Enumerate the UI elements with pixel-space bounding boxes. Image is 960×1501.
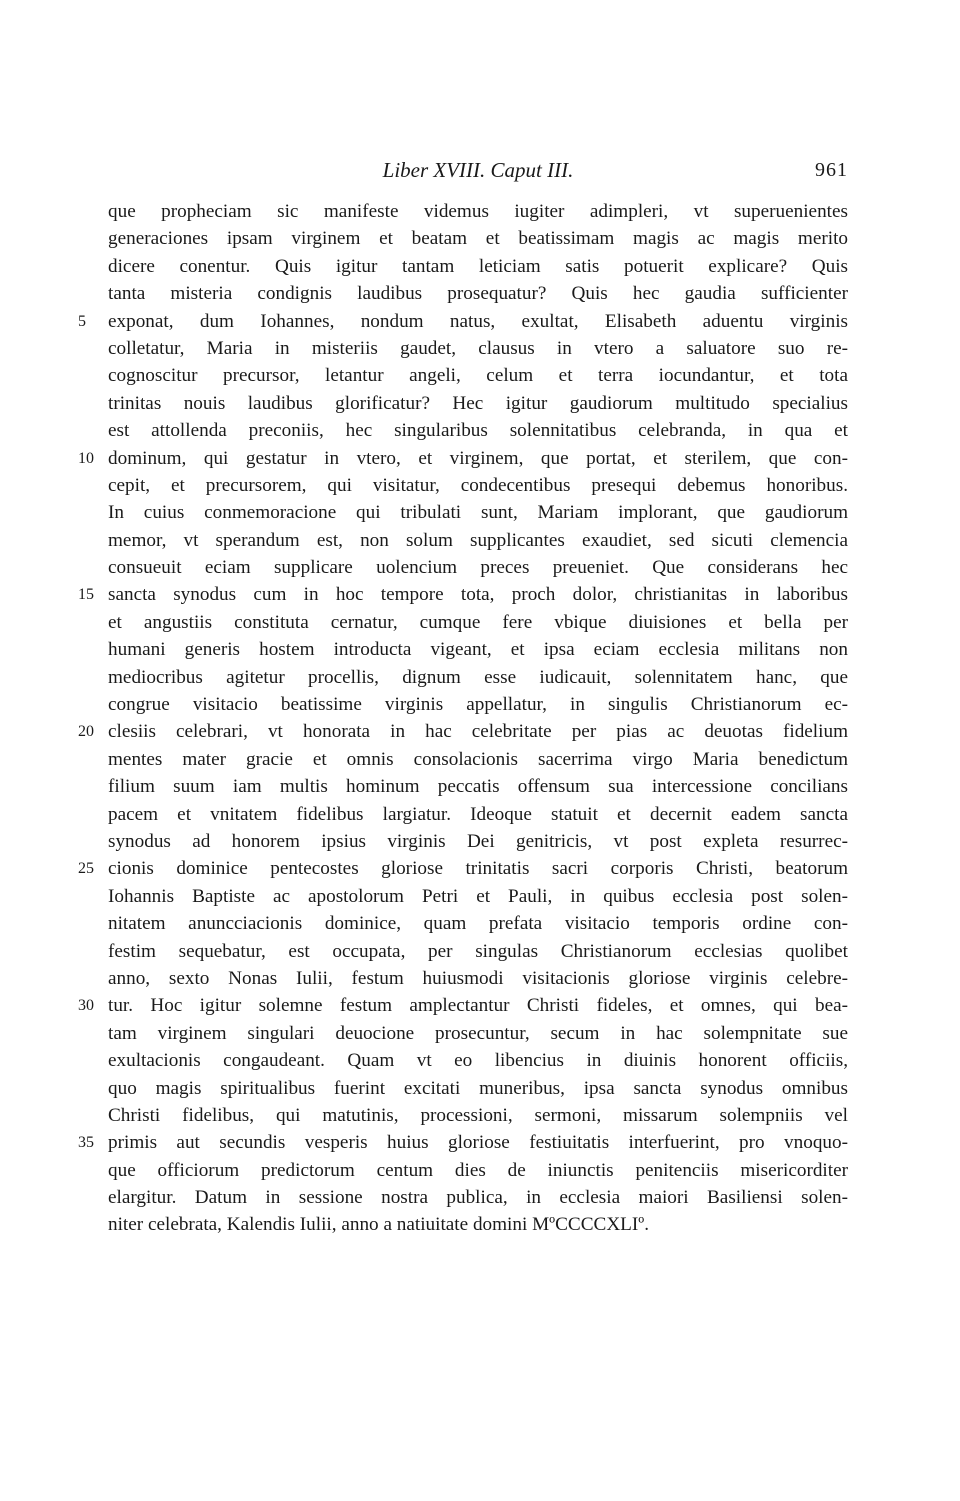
line-text: quo magis spiritualibus fuerint excitati muneribus, ipsa sancta synodus omnibus: [108, 1077, 848, 1099]
text-line: [108, 335, 848, 362]
line-text: festim sequebatur, est occupata, per singulas Christianorum ecclesias quolibet: [108, 940, 848, 962]
text-line: [108, 198, 848, 225]
line-number: 5: [78, 312, 86, 330]
text-line: [78, 855, 848, 882]
text-line: [108, 1157, 848, 1184]
line-text: elargitur. Datum in sessione nostra publica, in ecclesia maiori Basiliensi solen-: [108, 1187, 848, 1209]
line-number: 10: [78, 449, 94, 467]
text-line: [108, 609, 848, 636]
text-line: [108, 472, 848, 499]
text-line: [108, 965, 848, 992]
text-line: [108, 417, 848, 444]
line-text: anno, sexto Nonas Iulii, festum huiusmodi visitacionis gloriose virginis celebre-: [108, 967, 848, 989]
line-text: In cuius conmemoracione qui tribulati sunt, Mariam implorant, que gaudiorum: [108, 502, 848, 524]
text-line: [108, 1184, 848, 1211]
text-line: [78, 581, 848, 608]
line-text: Christi fidelibus, qui matutinis, processioni, sermoni, missarum solempniis vel: [108, 1104, 848, 1126]
text-line: [108, 280, 848, 307]
line-text: et angustiis constituta cernatur, cumque fere vbique diuisiones et bella per: [108, 611, 848, 633]
text-line: [108, 691, 848, 718]
line-text: tanta misteria condignis laudibus prosequatur? Quis hec gaudia sufficienter: [108, 283, 848, 305]
line-number: 25: [78, 860, 94, 878]
line-text: est attollenda preconiis, hec singularibus solennitatibus celebranda, in qua et: [108, 420, 848, 442]
text-line: [78, 308, 848, 335]
text-line: [78, 718, 848, 745]
line-text: que officiorum predictorum centum dies de iniunctis penitenciis misericorditer: [108, 1159, 848, 1181]
text-line: [108, 773, 848, 800]
line-text: tur. Hoc igitur solemne festum amplectantur Christi fideles, et omnes, qui bea-: [108, 995, 848, 1017]
text-line: [108, 938, 848, 965]
line-text: synodus ad honorem ipsius virginis Dei genitricis, vt post expleta resurrec-: [108, 830, 848, 852]
text-line: [108, 883, 848, 910]
body-text: [78, 198, 848, 1239]
line-text: clesiis celebrari, vt honorata in hac celebritate per pias ac deuotas fidelium: [108, 721, 848, 743]
line-text: filium suum iam multis hominum peccatis offensum sua intercessione concilians: [108, 776, 848, 798]
text-line: [78, 992, 848, 1019]
line-text: mediocribus agitetur procellis, dignum esse iudicauit, solennitatem hanc, que: [108, 666, 848, 688]
line-text: pacem et vnitatem fidelibus largiatur. Ideoque statuit et decernit eadem sancta: [108, 803, 848, 825]
line-text: nitatem anuncciacionis dominice, quam prefata visitacio temporis ordine con-: [108, 913, 848, 935]
text-line: [108, 1102, 848, 1129]
text-line: [108, 390, 848, 417]
text-line: [108, 362, 848, 389]
line-text: cionis dominice pentecostes gloriose trinitatis sacri corporis Christi, beatorum: [108, 858, 848, 880]
line-text: exponat, dum Iohannes, nondum natus, exultat, Elisabeth aduentu virginis: [108, 310, 848, 332]
text-line: [108, 554, 848, 581]
line-text: consueuit eciam supplicare uolencium preces preueniet. Que considerans hec: [108, 557, 848, 579]
line-number: 15: [78, 586, 94, 604]
line-text: sancta synodus cum in hoc tempore tota, proch dolor, christianitas in laboribus: [108, 584, 848, 606]
line-text: tam virginem singulari deuocione prosecuntur, secum in hac solempnitate sue: [108, 1022, 848, 1044]
line-number: 20: [78, 723, 94, 741]
text-line: [108, 664, 848, 691]
page-number: 961: [815, 159, 848, 181]
text-line: [108, 499, 848, 526]
text-line: [78, 445, 848, 472]
running-head: [108, 155, 848, 185]
line-text: primis aut secundis vesperis huius gloriose festiuitatis interfuerint, pro vnoquo-: [108, 1132, 848, 1154]
text-line: [108, 1047, 848, 1074]
text-line: [108, 746, 848, 773]
line-text: trinitas nouis laudibus glorificatur? Hec igitur gaudiorum multitudo specialius: [108, 392, 848, 414]
text-line: [108, 1020, 848, 1047]
line-text: exultacionis congaudeant. Quam vt eo libencius in diuinis honorent officiis,: [108, 1050, 848, 1072]
line-text: dominum, qui gestatur in vtero, et virginem, que portat, et sterilem, que con-: [108, 447, 848, 469]
text-line: [108, 527, 848, 554]
text-line: [78, 1129, 848, 1156]
text-line: [108, 225, 848, 252]
line-text: niter celebrata, Kalendis Iulii, anno a natiuitate domini MºCCCCXLIº.: [108, 1214, 650, 1236]
line-text: humani generis hostem introducta vigeant, et ipsa eciam ecclesia militans non: [108, 639, 848, 661]
text-line: [108, 253, 848, 280]
line-text: congrue visitacio beatissime virginis appellatur, in singulis Christianorum ec-: [108, 694, 848, 716]
text-line: [108, 636, 848, 663]
line-number: 35: [78, 1134, 94, 1152]
running-title: Liber XVIII. Caput III.: [382, 158, 574, 182]
line-text: que propheciam sic manifeste videmus iugiter adimpleri, vt superuenientes: [108, 201, 848, 222]
text-line: [108, 1211, 848, 1238]
text-line: [108, 801, 848, 828]
line-text: cognoscitur precursor, letantur angeli, celum et terra iocundantur, et tota: [108, 365, 848, 387]
line-text: dicere conentur. Quis igitur tantam leticiam satis potuerit explicare? Quis: [108, 255, 848, 277]
line-text: colletatur, Maria in misteriis gaudet, clausus in vtero a saluatore suo re-: [108, 337, 848, 359]
line-text: mentes mater gracie et omnis consolacionis sacerrima virgo Maria benedictum: [108, 748, 848, 770]
line-text: cepit, et precursorem, qui visitatur, condecentibus presequi debemus honoribus.: [108, 474, 848, 496]
line-text: memor, vt sperandum est, non solum supplicantes exaudiet, sed sicuti clemencia: [108, 529, 848, 551]
text-line: [108, 1075, 848, 1102]
line-text: generaciones ipsam virginem et beatam et beatissimam magis ac magis merito: [108, 228, 848, 250]
text-line: [108, 910, 848, 937]
line-number: 30: [78, 997, 94, 1015]
line-text: Iohannis Baptiste ac apostolorum Petri et Pauli, in quibus ecclesia post solen-: [108, 885, 848, 907]
text-line: [108, 828, 848, 855]
